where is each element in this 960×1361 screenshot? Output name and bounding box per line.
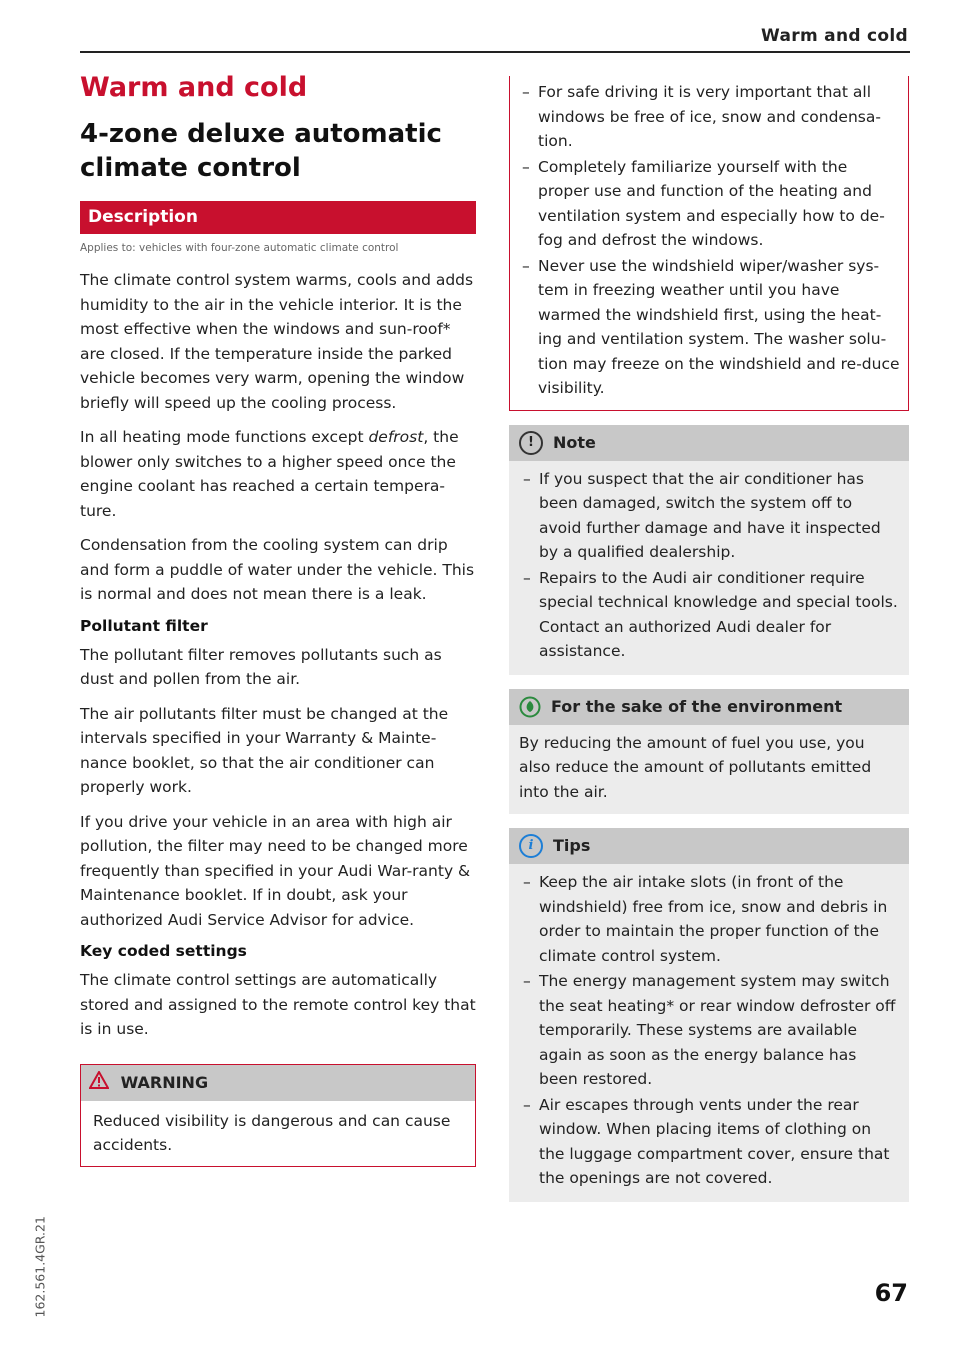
tips-body [509,864,909,1202]
environment-text: By reducing the amount of fuel you use, you also reduce the amount of pollutants emitted into the air. [519,733,872,801]
note-list-item: – Repairs to the Audi air conditioner require special technical knowledge and special tools. Contact an authorized Audi dealer for assistance. [519,566,899,664]
note-list [519,467,899,664]
top-rule [80,51,910,53]
paragraph-high-pollution: If you drive your vehicle in an area with high air pollution, the filter may need to be changed more frequently than specified in your Audi War-ranty & Maintenance booklet. If in doubt, ask your authorized Audi Service Advisor for advice. [80,812,471,929]
paragraph-pollutant: The pollutant filter removes pollutants such as dust and pollen from the air. [80,645,442,688]
page-number: 67 [874,1279,908,1307]
tips-title: Tips [553,836,591,855]
warning-list-item: – Never use the windshield wiper/washer sys-tem in freezing weather until you have warmed the windshield first, using the heat-ing and ventilation system. The washer solu-tion may freeze on the windshield and re-duce visibility. [518,254,900,401]
paragraph-filter-change: The air pollutants filter must be changed at the intervals specified in your Warranty & Mainte-nance booklet, so that the air conditioner can properly work. [80,704,449,796]
applies-to: Applies to: vehicles with four-zone automatic climate control [80,242,399,254]
warning-body: Reduced visibility is dangerous and can cause accidents. [93,1111,451,1154]
tips-list-item: – The energy management system may switch the seat heating* or rear window defroster off temporarily. These systems are available again as soon as the energy balance has been restored. [519,969,899,1092]
note-body [509,461,909,675]
warning-continued-box [509,76,909,411]
key-coded-heading: Key coded settings [80,942,247,960]
tips-list-item: – Air escapes through vents under the rear window. When placing items of clothing on the luggage compartment cover, ensure that the openings are not covered. [519,1093,899,1191]
warning-triangle-icon [89,1071,109,1096]
document-code: 162.561.4GR.21 [32,1216,48,1318]
paragraph-heating [80,425,476,523]
chapter-title: Warm and cold [80,72,308,103]
warning-list-item: – For safe driving it is very important that all windows be free of ice, snow and condensa-tion. [518,80,900,154]
tips-box [509,828,909,1202]
tips-list-item: – Keep the air intake slots (in front of the windshield) free from ice, snow and debris in order to maintain the proper function of the climate control system. [519,870,899,968]
warning-list [518,80,900,401]
environment-body [509,725,909,815]
paragraph-condensation: Condensation from the cooling system can drip and form a puddle of water under the vehicle. This is normal and does not mean there is a leak. [80,536,475,603]
running-head: Warm and cold [761,26,908,46]
right-column [509,76,909,1202]
warning-title: WARNING [120,1072,209,1092]
note-title: Note [553,432,596,452]
tips-header [509,828,909,864]
info-icon: i [519,834,543,858]
leaf-icon [519,696,541,718]
side-code-wrapper [30,1180,50,1320]
note-list-item: – If you suspect that the air conditioner has been damaged, switch the system off to avoid further damage and have it inspected by a qualified dealership. [519,467,899,565]
warning-header [81,1065,475,1101]
para2-emphasis: defrost [368,428,424,446]
para2-prefix: In all heating mode functions except [80,428,369,446]
description-bar: Description [80,201,476,234]
paragraph-intro: The climate control system warms, cools and adds humidity to the air in the vehicle interior. It is the most effective when the windows and sun-roof* are closed. If the temperature inside the parked vehicle becomes very warm, opening the window briefly will speed up the cooling process. [80,271,474,412]
tips-list [519,870,899,1191]
paragraph-key-coded: The climate control settings are automatically stored and assigned to the remote control key that is in use. [80,971,476,1038]
note-box [509,425,909,675]
pollutant-heading: Pollutant filter [80,616,208,635]
environment-box [509,689,909,815]
note-icon: ! [519,431,543,455]
section-title: 4-zone deluxe automatic climate control [80,119,442,183]
environment-header [509,689,909,725]
note-header [509,425,909,461]
para2-suffix: , the blower only switches to a higher speed once the engine coolant has reached a certain tempera-ture. [80,428,459,520]
warning-list-item: – Completely familiarize yourself with the proper use and function of the heating and ventilation system and especially how to de-fog and defrost the windows. [518,155,900,253]
left-column [80,72,476,1167]
warning-box [80,1064,476,1167]
environment-title: For the sake of the environment [551,696,843,716]
